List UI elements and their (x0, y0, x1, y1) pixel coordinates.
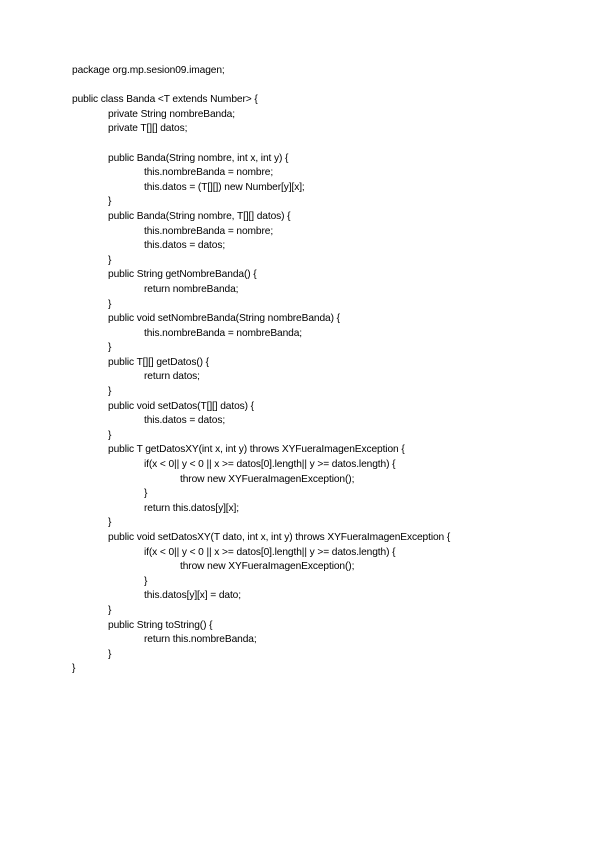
code-line: this.datos = datos; (144, 240, 226, 252)
code-line: } (108, 298, 112, 310)
code-line: public T getDatosXY(int x, int y) throws XYFueraImagenException { (108, 444, 405, 456)
code-line: public void setDatosXY(T dato, int x, int y) throws XYFueraImagenException { (108, 532, 451, 543)
code-line: this.datos[y][x] = dato; (144, 590, 241, 602)
code-line: return nombreBanda; (144, 283, 239, 295)
code-line: } (108, 517, 112, 529)
code-line: this.nombreBanda = nombre; (144, 167, 274, 179)
code-line: } (72, 663, 76, 675)
code-line: this.datos = (T[][]) new Number[y][x]; (144, 181, 305, 193)
code-line (72, 79, 572, 94)
code-line: throw new XYFueraImagenException(); (180, 473, 355, 485)
code-line: public String toString() { (108, 619, 213, 631)
code-line: public Banda(String nombre, int x, int y) { (108, 152, 289, 164)
code-line: } (108, 429, 112, 441)
code-line: } (108, 604, 112, 616)
code-line: private String nombreBanda; (108, 108, 235, 120)
code-line: return this.datos[y][x]; (144, 502, 239, 514)
code-line: this.datos = datos; (144, 415, 226, 427)
code-line: this.nombreBanda = nombre; (144, 225, 274, 237)
code-line: } (144, 575, 148, 587)
code-line: public T[][] getDatos() { (108, 356, 209, 368)
code-line: public class Banda <T extends Number> { (72, 94, 258, 106)
code-line: } (108, 254, 112, 266)
code-line: return this.nombreBanda; (144, 634, 257, 646)
code-line: } (108, 196, 112, 208)
code-line: } (144, 488, 148, 500)
code-line: } (108, 342, 112, 354)
code-line: throw new XYFueraImagenException(); (180, 561, 355, 573)
code-line: return datos; (144, 371, 200, 383)
code-line: private T[][] datos; (108, 123, 188, 135)
code-line: public String getNombreBanda() { (108, 269, 257, 281)
code-line: package org.mp.sesion09.imagen; (72, 65, 225, 76)
code-line: this.nombreBanda = nombreBanda; (144, 327, 303, 339)
code-line (72, 137, 572, 152)
code-line: public void setDatos(T[][] datos) { (108, 400, 254, 412)
code-line: public void setNombreBanda(String nombreBanda) { (108, 313, 340, 325)
code-line: public Banda(String nombre, T[][] datos) { (108, 210, 291, 222)
code-line: if(x < 0|| y < 0 || x >= datos[0].length|| y >= datos.length) { (144, 459, 396, 471)
code-line: if(x < 0|| y < 0 || x >= datos[0].length|| y >= datos.length) { (144, 546, 396, 558)
code-line: } (108, 386, 112, 398)
code-line: } (108, 648, 112, 660)
code-listing (72, 64, 572, 677)
